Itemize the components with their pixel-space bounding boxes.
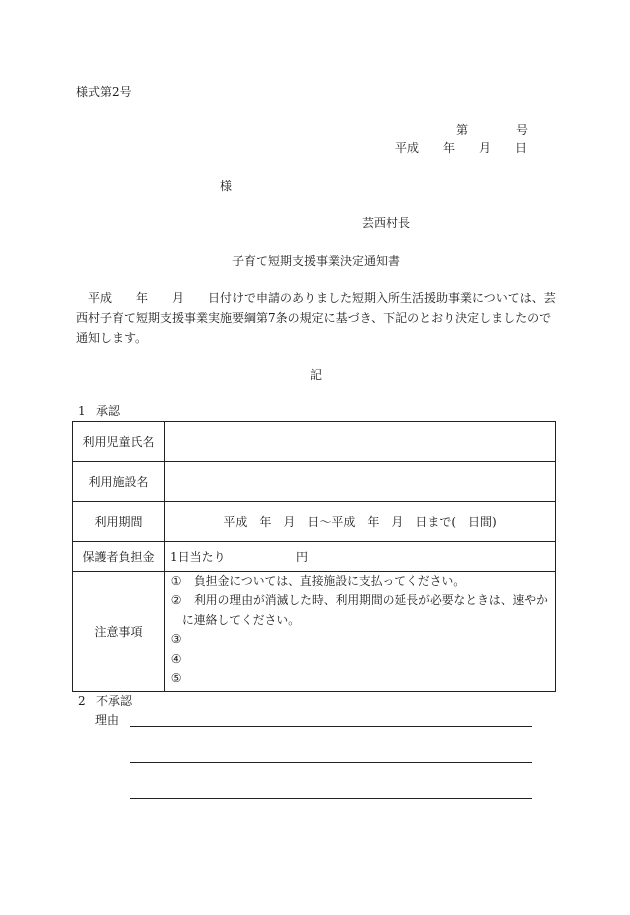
disapproval-label: 不承認 (96, 694, 133, 708)
note-item (170, 630, 555, 649)
guardian-fee-label: 保護者負担金 (73, 542, 165, 572)
reason-label: 理由 (95, 713, 120, 727)
fee-unit: 円 (296, 550, 309, 564)
note-text: 負担金については、直接施設に支払ってください。 (194, 574, 466, 588)
approval-label: 承認 (96, 404, 121, 418)
addressee-honorific: 様 (220, 179, 233, 193)
approval-heading (78, 403, 120, 419)
approval-table (72, 421, 556, 692)
note-marker: ④ (170, 651, 182, 666)
note-item (170, 650, 555, 669)
document-title: 子育て短期支援事業決定通知書 (231, 254, 400, 268)
date-year-unit: 年 (443, 141, 456, 155)
date-era: 平成 (395, 141, 420, 155)
body-line: 平成 年 月 日付けで申請のありました短期入所生活援助事業については、芸 (88, 291, 556, 305)
disapproval-number: 2 (78, 694, 86, 708)
fee-per-day: 1日当たり (170, 550, 226, 564)
number-prefix: 第 (456, 123, 469, 137)
note-item (170, 591, 555, 610)
body-line: 西村子育て短期支援事業実施要綱第7条の規定に基づき、下記のとおり決定しましたので (76, 311, 552, 325)
body-line: 通知します。 (76, 331, 148, 345)
reason-line (130, 798, 532, 799)
ki-heading: 記 (309, 368, 322, 382)
note-text: 利用の理由が消滅した時、利用期間の延長が必要なときは、速やか (194, 593, 548, 608)
issue-date (395, 140, 527, 156)
notes-value (165, 572, 556, 692)
document-number (456, 122, 528, 138)
facility-name-label: 利用施設名 (73, 462, 165, 502)
approval-number: 1 (78, 404, 86, 418)
disapproval-heading (78, 693, 132, 709)
note-marker: ② (170, 593, 182, 608)
note-item (170, 572, 555, 591)
child-name-value (165, 422, 556, 462)
period-value: 平成 年 月 日～平成 年 月 日まで( 日間) (165, 502, 556, 542)
number-suffix: 号 (516, 123, 529, 137)
note-marker: ③ (170, 632, 182, 647)
date-month-unit: 月 (479, 141, 492, 155)
note-item (170, 669, 555, 688)
reason-line (130, 726, 532, 727)
guardian-fee-value (165, 542, 556, 572)
facility-name-value (165, 462, 556, 502)
body-paragraph (76, 288, 556, 348)
note-marker: ① (170, 574, 182, 588)
period-label: 利用期間 (73, 502, 165, 542)
note-text-continued: に連絡してください。 (182, 612, 300, 627)
note-marker: ⑤ (170, 670, 182, 685)
form-number: 様式第2号 (76, 85, 132, 99)
sender-name: 芸西村長 (362, 216, 411, 230)
date-day-unit: 日 (515, 141, 528, 155)
child-name-label: 利用児童氏名 (73, 422, 165, 462)
reason-line (130, 762, 532, 763)
notes-label: 注意事項 (73, 572, 165, 692)
